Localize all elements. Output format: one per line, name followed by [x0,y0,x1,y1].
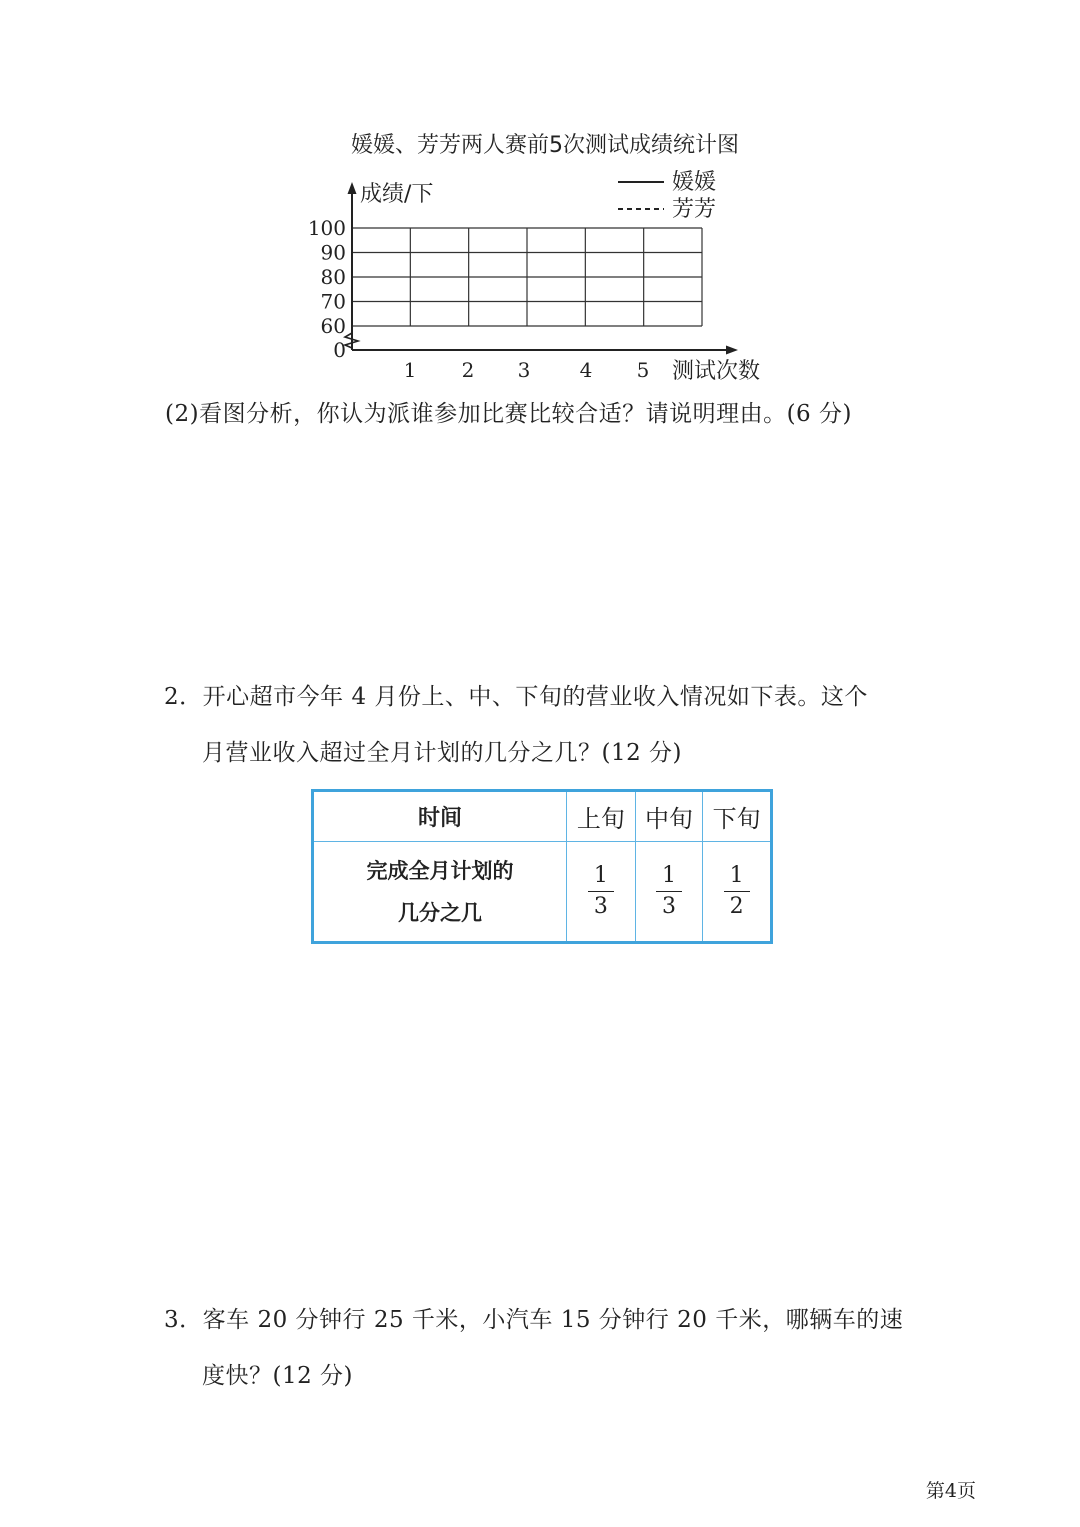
chart-grid [352,228,702,326]
fraction-bar [656,891,682,892]
y-axis-label: 成绩/下 [360,182,434,207]
table-header-mid: 中旬 [635,791,703,842]
question-2-line-1: 2．开心超市今年 4 月份上、中、下旬的营业收入情况如下表。这个 [164,684,868,710]
chart-title: 媛媛、芳芳两人赛前5次测试成绩统计图 [351,133,739,158]
y-tick-label: 70 [320,289,346,314]
x-axis-label: 测试次数 [672,359,761,384]
table-header-early: 上旬 [567,791,636,842]
question-1-part-2: (2)看图分析，你认为派谁参加比赛比较合适？请说明理由。(6 分) [165,401,852,427]
y-axis-arrow [348,182,357,194]
row-label-line-1: 完成全月计划的 [366,858,514,883]
table-cell-late [703,842,772,943]
fraction-denominator: 3 [661,894,676,919]
x-tick-labels [404,358,650,382]
fraction-denominator: 2 [729,894,744,919]
legend-label-fangfang: 芳芳 [672,197,717,222]
fraction-numerator: 1 [729,863,744,888]
fraction [588,863,614,920]
y-tick-label: 80 [320,265,346,289]
legend-label-yuanyuan: 媛媛 [672,170,717,195]
x-axis-arrow [726,346,738,355]
table-row-label [313,842,567,943]
x-tick-label: 1 [403,358,417,382]
y-tick-label: 90 [320,240,346,265]
line-chart [0,0,1080,400]
income-table [311,789,773,944]
question-3-line-1: 3．客车 20 分钟行 25 千米，小汽车 15 分钟行 20 千米，哪辆车的速 [164,1307,904,1333]
fraction-numerator: 1 [593,863,608,888]
x-tick-label: 5 [636,358,650,382]
table-cell-early [567,842,636,943]
x-tick-label: 3 [517,358,531,382]
fraction-bar [724,891,750,892]
y-tick-label: 0 [333,338,346,362]
fraction-numerator: 1 [661,863,676,888]
y-tick-label: 60 [320,314,346,338]
question-3-line-2: 度快？(12 分) [202,1363,354,1389]
table-header-time: 时间 [313,791,567,842]
x-tick-label: 4 [579,358,593,382]
x-tick-label: 2 [461,358,475,382]
fraction [656,863,682,920]
question-2-line-2: 月营业收入超过全月计划的几分之几？(12 分) [202,740,683,766]
table-header-late: 下旬 [703,791,772,842]
page-number: 第4页 [925,1480,976,1502]
fraction [724,863,750,920]
table-header-row [313,791,772,842]
fraction-denominator: 3 [593,894,608,919]
y-tick-label: 100 [307,216,346,240]
y-tick-labels [308,216,346,362]
fraction-bar [588,891,614,892]
row-label-line-2: 几分之几 [398,900,483,925]
table-row [313,842,772,943]
chart-legend [618,170,716,222]
table-cell-mid [635,842,703,943]
